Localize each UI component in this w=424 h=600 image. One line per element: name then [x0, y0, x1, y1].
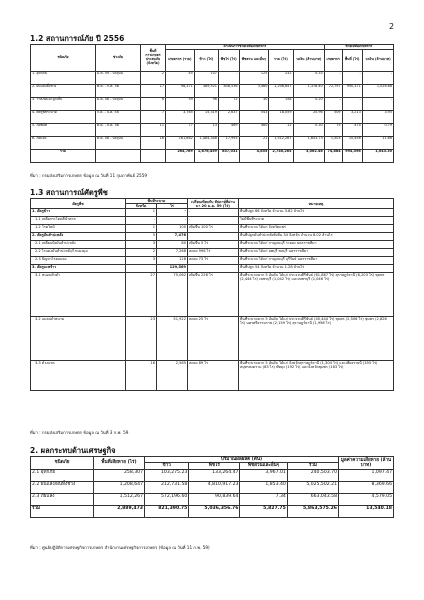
table-cell: 3.2 แมลงดำหนาม: [31, 317, 126, 361]
col-header: ไร่: [157, 204, 188, 209]
table-row: [31, 225, 394, 233]
table-row: [31, 97, 394, 110]
table-cell: 1. อุทกภัย: [31, 71, 96, 84]
table-cell: รวม: [31, 149, 96, 162]
table-cell: พื้นที่ระบาด ได้แก่ กาญจนบุรี ระยอง นครราชสีมา: [239, 241, 394, 249]
table-cell: 572,196.60: [145, 493, 189, 505]
table-cell: 13,540.18: [339, 505, 394, 517]
table-cell: 0.30: [293, 123, 324, 136]
table-cell: 1,503: [324, 136, 342, 149]
table-cell: พ.ค. - ก.ค. 58: [96, 84, 141, 97]
table-cell: 2. ฝนแล้งทิ้งช่วง: [31, 84, 96, 97]
table-cell: 264,769: [166, 149, 195, 162]
section-2-source: ที่มา : กรมส่งเสริมการเกษตร ข้อมูล ณ วันที่ 3 ก.พ. 59: [30, 430, 129, 435]
table-cell: พื้นที่ระบาดมาก 5 อันดับ ได้แก่ ประจวบคีรีขันธ์ (40,444 ไร่) ชุมพร (2,506 ไร่) ชุมพร (2,826 ไร่) นครศรีธรรมราช (2,159 ไร่) สุราษฎร์ธานี (1,998 ไร่): [239, 317, 394, 361]
table-cell: -: [157, 209, 188, 217]
table-cell: 98,371: [166, 84, 195, 97]
table-cell: 1,653.73: [293, 136, 324, 149]
table-cell: 27: [126, 273, 157, 317]
section-2-title: 1.3 สถานการณ์ศัตรูพืช: [30, 188, 108, 197]
table-cell: 77: [166, 123, 195, 136]
table-cell: พื้นที่ปลูก 54 จังหวัด จำนวน 1.28 ล้านไร่: [239, 265, 394, 273]
table-cell: 1,206,647: [269, 84, 293, 97]
table-cell: 5,827.75: [240, 505, 287, 517]
table-cell: 6: [141, 97, 166, 110]
table-cell: 2.2 ฝนแล้ง/ฝนทิ้งช่วง: [31, 481, 94, 493]
table-cell: 0.20: [293, 97, 324, 110]
table-cell: 857,031: [218, 149, 239, 162]
section-1-title: 1.2 สถานการณ์ภัย ปี 2556: [30, 34, 125, 43]
table-cell: [141, 149, 166, 162]
table-cell: 1,876,459: [194, 149, 218, 162]
table-cell: [188, 233, 239, 241]
table-cell: 232: [269, 71, 293, 84]
table-cell: 107: [194, 71, 218, 84]
page-number: 2: [389, 22, 395, 31]
table-cell: พื้นที่ระบาดมาก 5 อันดับ ได้แก่ จังหวัดสุราษฎร์ธานี (1,304 ไร่) และเพียงรายนี้ (355 ไร่) สมุทรสงคราม (83 ไร่) พัทลุง (192 ไร่) และจังหวัดชุมพร (163 ไร่): [239, 361, 394, 391]
table-cell: 75: [324, 123, 342, 136]
table-cell: 1,512,267: [94, 493, 145, 505]
col-group-header: ช่วยเหลือเกษตรกร: [324, 45, 393, 50]
table-cell: 4,810,917.23: [189, 481, 240, 493]
table-row: [31, 317, 394, 361]
table-cell: 1,484,348: [194, 136, 218, 149]
table-cell: 0.79: [362, 123, 393, 136]
table-cell: เพิ่มขึ้น 5 ไร่: [188, 241, 239, 249]
table-cell: 72,797: [324, 84, 342, 97]
table-cell: -: [324, 71, 342, 84]
table-cell: พื้นที่ระบาด ได้แก่ ลพบุรี ชลบุรี นครราชสีมา: [239, 249, 394, 257]
table-cell: ต.ค. - ธ.ค. 58: [96, 123, 141, 136]
table-row: [31, 273, 394, 317]
table-cell: 5,036,356.76: [189, 505, 240, 517]
table-cell: 3: [126, 241, 157, 249]
table-cell: 2. ศัตรูมันสำปะหลัง: [31, 233, 126, 241]
table-cell: พื้นที่ระบาด ได้แก่ จังหวัดแพร่: [239, 225, 394, 233]
table-cell: 13: [194, 123, 218, 136]
table-cell: 45: [166, 71, 195, 84]
table-cell: พื้นที่ปลูกมันสำปะหลังทั้งสิ้น 34 จังหวัด จำนวน 8.02 ล้านไร่: [239, 233, 394, 241]
table-cell: 17: [141, 84, 166, 97]
col-header: ชนิดภัย: [31, 457, 94, 470]
table-cell: 3,213: [342, 110, 362, 123]
table-cell: 212,731.58: [145, 481, 189, 493]
table-cell: -: [324, 97, 342, 110]
table-row: [31, 84, 394, 97]
table-cell: 5. ภัยพิบัติ: [31, 123, 96, 136]
table-cell: 1: [126, 225, 157, 233]
table-cell: 30: [239, 97, 269, 110]
col-header: เกษตรกร: [324, 49, 342, 71]
table-cell: 1,026.88: [362, 84, 393, 97]
table-cell: ก.ค. - ธ.ค. 58: [96, 110, 141, 123]
table-cell: -: [188, 209, 239, 217]
table-cell: 509: [324, 110, 342, 123]
table-cell: 90,839.64: [189, 493, 240, 505]
table-cell: 17,993: [218, 136, 239, 149]
table-cell: ลดลง 73 ไร่: [188, 257, 239, 265]
table-cell: 7,476: [157, 233, 188, 241]
table-cell: 1.2 โรคไหม้: [31, 225, 126, 233]
col-header: รวม (ไร่): [269, 49, 293, 71]
table-cell: 12: [269, 123, 293, 136]
table-cell: -: [188, 217, 239, 225]
table-cell: -: [362, 71, 393, 84]
col-header: ชนิดภัย: [31, 45, 96, 72]
table-cell: 663,043.58: [287, 493, 338, 505]
col-header: พืชไร่ (ไร่): [218, 49, 239, 71]
table-cell: 1: [126, 209, 157, 217]
table-cell: 100: [157, 225, 188, 233]
table-cell: 808,536: [218, 84, 239, 97]
table-cell: 994,598: [342, 149, 362, 162]
table-row: [31, 249, 394, 257]
table-cell: 2: [141, 71, 166, 84]
table-cell: 11.66: [362, 136, 393, 149]
table-cell: 3. ศัตรูมะพร้าว: [31, 265, 126, 273]
table-cell: 474: [342, 123, 362, 136]
col-group-header: พื้นที่ระบาด: [126, 199, 188, 204]
table-cell: 5: [126, 233, 157, 241]
table-cell: ลดลง 25 ไร่: [188, 317, 239, 361]
table-cell: พื้นที่ระบาดมาก 5 อันดับ ได้แก่ ประจวบคีรีขันธ์ (61,867 ไร่) สุราษฎร์ธานี (6,203 ไร่) ชุมพร (2,444 ไร่) เพชรบุรี (1,042 ไร่) และเพชรบุรี (1,046 ไร่): [239, 273, 394, 317]
col-header: มูลค่าความเสียหาย (ล้านบาท): [339, 457, 394, 470]
table-cell: 72: [218, 97, 239, 110]
economic-table: [30, 456, 394, 518]
table-cell: 125: [239, 71, 269, 84]
col-header: พื้นที่ การเกษตร ประสบภัย (จังหวัด): [141, 45, 166, 72]
table-cell: 3.3 ด้วงแรด: [31, 361, 126, 391]
table-cell: 133,264.47: [189, 469, 240, 481]
table-cell: พื้นที่ปลูก 66 จังหวัด จำนวน 3.82 ล้านไร่: [239, 209, 394, 217]
table-cell: 59: [166, 97, 195, 110]
col-header: หมายเหตุ: [239, 199, 394, 209]
table-cell: 2: [126, 249, 157, 257]
table-cell: ม.ค. 58 - ปัจจุบัน: [96, 97, 141, 110]
table-cell: 2.3 ปัญหาโรคแมลง: [31, 257, 126, 265]
table-cell: 1.1 เพลี้ยกระโดดสีน้ำตาล: [31, 217, 126, 225]
table-cell: 1,043.30: [362, 149, 393, 162]
table-cell: 1,378.40: [293, 84, 324, 97]
table-cell: 389,521: [194, 84, 218, 97]
table-cell: 543: [239, 110, 269, 123]
table-cell: 2.1 อุทกภัย: [31, 469, 94, 481]
col-header: เปรียบเทียบกับ สัปดาห์ที่ผ่านมา 20 ม.ค. 59 (ไร่): [188, 199, 239, 209]
table-row: [31, 110, 394, 123]
table-cell: 3: [126, 257, 157, 265]
table-row: [31, 241, 394, 249]
table-row: [31, 481, 394, 493]
table-cell: -: [157, 217, 188, 225]
table-cell: 15,319: [194, 110, 218, 123]
table-row: [31, 361, 394, 391]
table-row: [31, 209, 394, 217]
table-cell: -: [218, 71, 239, 84]
section-1-source: ที่มา : กรมส่งเสริมการเกษตร ข้อมูล ณ วันที่ 11 กุมภาพันธ์ 2559: [30, 173, 148, 178]
col-header: จังหวัด: [126, 204, 157, 209]
col-header: เกษตรกร (ราย): [166, 49, 195, 71]
col-header: วงเงิน (ล้านบาท): [362, 49, 393, 71]
table-cell: 161,662: [166, 136, 195, 149]
table-cell: 75,062: [157, 273, 188, 317]
table-cell: 7.34: [240, 493, 287, 505]
table-cell: 7: [141, 110, 166, 123]
table-cell: 7,268: [157, 249, 188, 257]
table-cell: ลดลง 996 ไร่: [188, 249, 239, 257]
table-cell: 460: [239, 123, 269, 136]
table-cell: 2.3 ภัยแล้ง: [31, 493, 94, 505]
table-cell: 5,863,575.26: [287, 505, 338, 517]
table-cell: 4,855: [239, 149, 269, 162]
table-cell: 469: [218, 123, 239, 136]
table-cell: 0.33: [293, 71, 324, 84]
table-cell: 990,371: [342, 84, 362, 97]
table-cell: 16: [126, 361, 157, 391]
table-cell: 1,208,647: [94, 481, 145, 493]
table-cell: 129,569: [157, 265, 188, 273]
table-row: [31, 493, 394, 505]
table-cell: ลดลง 89 ไร่: [188, 361, 239, 391]
table-cell: 4,579.05: [339, 493, 394, 505]
table-row: [31, 149, 394, 162]
table-cell: 2,740,265: [269, 149, 293, 162]
table-row: [31, 71, 394, 84]
table-row: [31, 265, 394, 273]
table-cell: ไม่มีพื้นที่ระบาด: [239, 217, 394, 225]
table-cell: 128: [157, 257, 188, 265]
table-cell: 4. ศัตรูพืชระบาด: [31, 110, 96, 123]
table-cell: เพิ่มขึ้น 100 ไร่: [188, 225, 239, 233]
disaster-table: [30, 44, 394, 163]
col-header: รวม: [287, 463, 338, 469]
section-3-title: 2. ผลกระทบด้านเศรษฐกิจ: [30, 446, 116, 455]
table-row: [31, 469, 394, 481]
col-header: พืชสวนและอื่นๆ: [240, 463, 287, 469]
col-header: ช่วงภัย: [96, 45, 141, 72]
table-cell: 21: [239, 136, 269, 149]
table-cell: 240,503.70: [287, 469, 338, 481]
col-header: ศัตรูพืช: [31, 199, 126, 209]
table-cell: 3,062.46: [293, 149, 324, 162]
table-row: [31, 233, 394, 241]
col-header: พืชไร่: [189, 463, 240, 469]
table-cell: 74,884: [324, 149, 342, 162]
table-cell: 5,025,502.21: [287, 481, 338, 493]
table-cell: 3,460: [239, 84, 269, 97]
table-cell: 2,637: [218, 110, 239, 123]
table-cell: มี.ค. 59 - ปัจจุบัน: [96, 71, 141, 84]
table-cell: ต.ค. 58 - ปัจจุบัน: [96, 136, 141, 149]
table-cell: พื้นที่ระบาด ได้แก่ กาญจนบุรี บุรีรัมย์ นครราชสีมา: [239, 257, 394, 265]
table-cell: -: [126, 217, 157, 225]
table-row: [31, 123, 394, 136]
table-row: [31, 136, 394, 149]
table-row: [31, 505, 394, 517]
table-cell: 158: [269, 97, 293, 110]
table-cell: รวม: [31, 505, 94, 517]
table-row: [31, 257, 394, 265]
table-cell: -: [342, 71, 362, 84]
table-cell: -: [362, 97, 393, 110]
table-cell: 3.1 หนอนหัวดำ: [31, 273, 126, 317]
table-cell: 80: [157, 241, 188, 249]
table-cell: 3,967.01: [240, 469, 287, 481]
col-header: พืชสวน และอื่นๆ: [239, 49, 269, 71]
pest-table: [30, 198, 394, 391]
table-cell: 11: [141, 123, 166, 136]
table-cell: 2.2 ไรแดงมันสำปะหลัง/ไรแมงมุม: [31, 249, 126, 257]
col-header: ข้าว: [145, 463, 189, 469]
table-cell: 2,585: [157, 361, 188, 391]
table-cell: 821,390.75: [145, 505, 189, 517]
table-cell: 1,853.40: [240, 481, 287, 493]
table-cell: 1. ศัตรูข้าว: [31, 209, 126, 217]
table-cell: 18,059: [269, 110, 293, 123]
table-cell: 23: [126, 317, 157, 361]
section-3-source: ที่มา : ศูนย์ปฏิบัติการเศรษฐกิจการเกษตร สำนักงานเศรษฐกิจการเกษตร (ข้อมูล ณ วันที่ 11 ก.พ. 59): [30, 545, 210, 550]
table-cell: 2,889,473: [94, 505, 145, 517]
col-header: พื้นที่เสียหาย (ไร่): [94, 457, 145, 470]
table-cell: 2.1 เพลี้ยแป้งมันสำปะหลัง: [31, 241, 126, 249]
table-cell: 8,369.66: [339, 481, 394, 493]
col-group-header: ปริมาณผลผลิต (ตัน): [145, 457, 339, 463]
table-cell: 3.95: [362, 110, 393, 123]
table-cell: 103,275.23: [145, 469, 189, 481]
table-cell: -: [342, 97, 362, 110]
table-cell: 3,765: [166, 110, 195, 123]
table-cell: 16: [141, 136, 166, 149]
table-cell: 20.96: [293, 110, 324, 123]
col-header: พื้นที่ (ไร่): [342, 49, 362, 71]
table-cell: 1,512,267: [269, 136, 293, 149]
table-cell: [126, 265, 157, 273]
table-cell: 96: [194, 97, 218, 110]
col-header: ข้าว (ไร่): [194, 49, 218, 71]
table-cell: [188, 265, 239, 273]
table-row: [31, 217, 394, 225]
table-cell: 51,922: [157, 317, 188, 361]
table-cell: 1,097.47: [339, 469, 394, 481]
table-cell: 3. วาตภัยและลูกเห็บ: [31, 97, 96, 110]
col-group-header: ดำเนินการช่วยเหลือเกษตรกร: [166, 45, 325, 50]
table-cell: เพิ่มขึ้น 226 ไร่: [188, 273, 239, 317]
table-cell: 6. ภัยแล้ง: [31, 136, 96, 149]
table-cell: 258,307: [94, 469, 145, 481]
col-header: วงเงิน (ล้านบาท): [293, 49, 324, 71]
table-cell: [96, 149, 141, 162]
table-cell: 10,456: [342, 136, 362, 149]
